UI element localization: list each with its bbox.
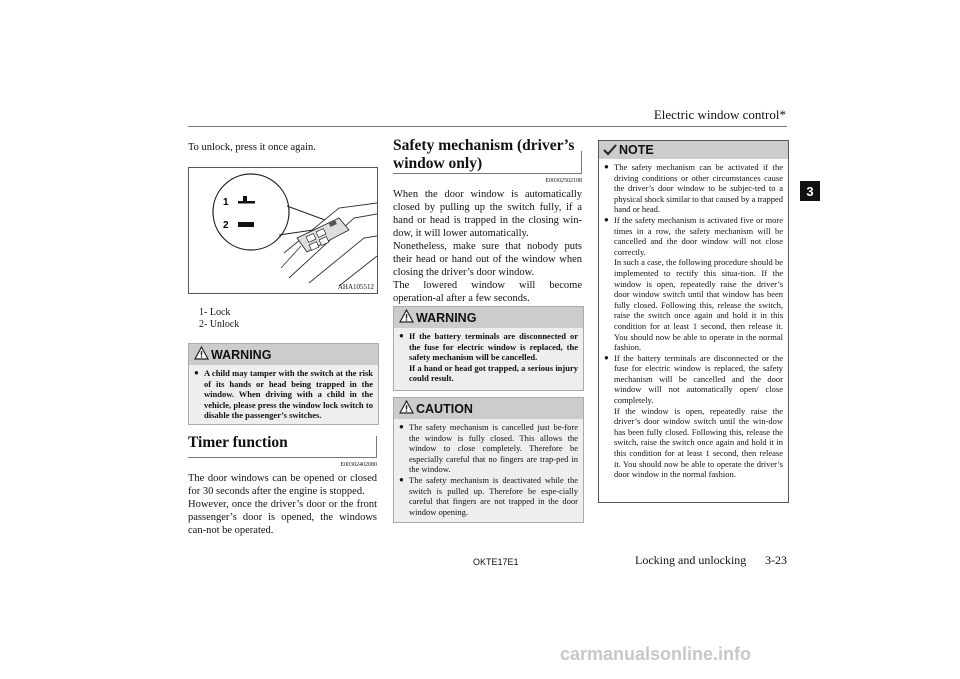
- timer-paragraph-1: The door windows can be opened or closed for 30 seconds after the engine is stopped.: [188, 473, 377, 497]
- warning-text-2: If a hand or head got trapped, a serious injury could result.: [409, 362, 578, 384]
- note-item-3b: If the window is open, repeatedly raise the driver’s door window switch until the win-dow has been fully closed. Following this, release the switch, raise the switch once again and hold it in this condition for at least 1 second, then release it. You should now be able to operate the driver’s door window in the normal fashion.: [614, 405, 783, 480]
- timer-rule: [188, 457, 377, 458]
- running-header: Electric window control*: [653, 107, 786, 122]
- footer-code: OKTE17E1: [473, 557, 519, 567]
- caution-item-1: The safety mechanism is cancelled just be-fore the window is fully closed. This allows the window to close completely. Therefore be especially careful that no fingers are trap-ped in the window.: [409, 422, 578, 475]
- note-item-2a: If the safety mechanism is activated five or more times in a row, the safety mechanism will be cancelled and the door window will not close correctly.: [614, 214, 783, 257]
- warning-text-1: If the battery terminals are disconnected or the fuse for electric window is replaced, the safety mechanism will be cancelled.: [409, 331, 578, 363]
- bullet-icon: ●: [399, 331, 404, 340]
- bullet-icon: ●: [604, 214, 609, 224]
- safety-paragraph-3: The lowered window will become operation-al after a few seconds.: [393, 280, 582, 304]
- note-item-1: The safety mechanism can be activated if the driving conditions or other circumstances cause the driver’s door window to be subjec-ted to a physical shock similar to that caused by a trapped hand or head.: [614, 162, 784, 215]
- caution-box: [393, 397, 584, 523]
- timer-heading-block: [188, 434, 377, 458]
- bullet-icon: ●: [604, 352, 609, 362]
- safety-code: E00302502108: [545, 178, 582, 184]
- warning-text: A child may tamper with the switch at the risk of its hands or head being trapped in the window. When driving with a child in the vehicle, please press the window lock switch to disable the passenger’s switches.: [204, 368, 373, 421]
- intro-text: To unlock, press it once again.: [188, 142, 316, 153]
- safety-heading-block: [393, 137, 582, 173]
- callout-1: 1: [223, 197, 229, 208]
- door-switch-illustration: [189, 168, 377, 293]
- note-item-3a: If the battery terminals are disconnected or the fuse for electric window is replaced, the safety mechanism will be cancelled and the door window will not automatically open/ close completely.: [614, 352, 783, 406]
- bullet-icon: ●: [399, 422, 404, 431]
- note-check-icon: [603, 144, 617, 156]
- page-number: 3-23: [765, 553, 787, 567]
- warning-box-child: [188, 343, 379, 425]
- safety-heading: Safety mechanism (driver’s window only): [393, 137, 575, 172]
- warning-title: WARNING: [211, 347, 272, 362]
- warning-box-safety: [393, 306, 584, 391]
- bullet-icon: ●: [194, 368, 199, 377]
- figure-code: AHA105512: [337, 283, 374, 291]
- caution-title: CAUTION: [416, 401, 473, 416]
- safety-rule: [393, 173, 582, 174]
- window-lock-figure: [188, 167, 378, 294]
- legend-item-lock: 1- Lock: [199, 307, 231, 318]
- safety-paragraph-1: When the door window is automatically closed by pulling up the switch fully, if a hand or head is trapped in the closing win-dow, it will lower automatically.: [393, 189, 582, 239]
- callout-2: 2: [223, 220, 229, 231]
- note-title: NOTE: [619, 143, 654, 157]
- timer-paragraph-2: However, once the driver’s door or the front passenger’s door is opened, the windows can-not be operated.: [188, 499, 377, 536]
- watermark: carmanualsonline.info: [560, 644, 752, 664]
- bullet-icon: ●: [399, 474, 404, 484]
- timer-code: E00302402080: [340, 462, 377, 468]
- footer-section: Locking and unlocking: [635, 553, 747, 567]
- note-item-2b: In such a case, the following procedure should be implemented to rectify this situa-tion. If the window is open, repeatedly raise the driver’s door window switch until that window has been fully closed. Following this, release the switch, raise the switch once again and hold it in this condition for at least 1 second, then release it. You should now be able to operate in the normal fashion.: [614, 257, 783, 353]
- warning-triangle-icon: [194, 346, 209, 360]
- timer-heading: Timer function: [188, 434, 288, 451]
- caution-triangle-icon: [399, 400, 414, 414]
- chapter-tab: 3: [800, 181, 820, 201]
- warning-triangle-icon: [399, 309, 414, 323]
- safety-paragraph-2: Nonetheless, make sure that nobody puts their head or hand out of the window when closing the driver’s door window.: [393, 241, 582, 278]
- warning-title: WARNING: [416, 310, 477, 325]
- legend-item-unlock: 2- Unlock: [199, 319, 240, 330]
- note-box: [598, 140, 789, 503]
- caution-item-2: The safety mechanism is deactivated while the switch is pulled up. Therefore be espe-cially careful that fingers are not trapped in the door window opening.: [409, 474, 578, 517]
- bullet-icon: ●: [604, 162, 609, 171]
- header-rule: [188, 126, 787, 127]
